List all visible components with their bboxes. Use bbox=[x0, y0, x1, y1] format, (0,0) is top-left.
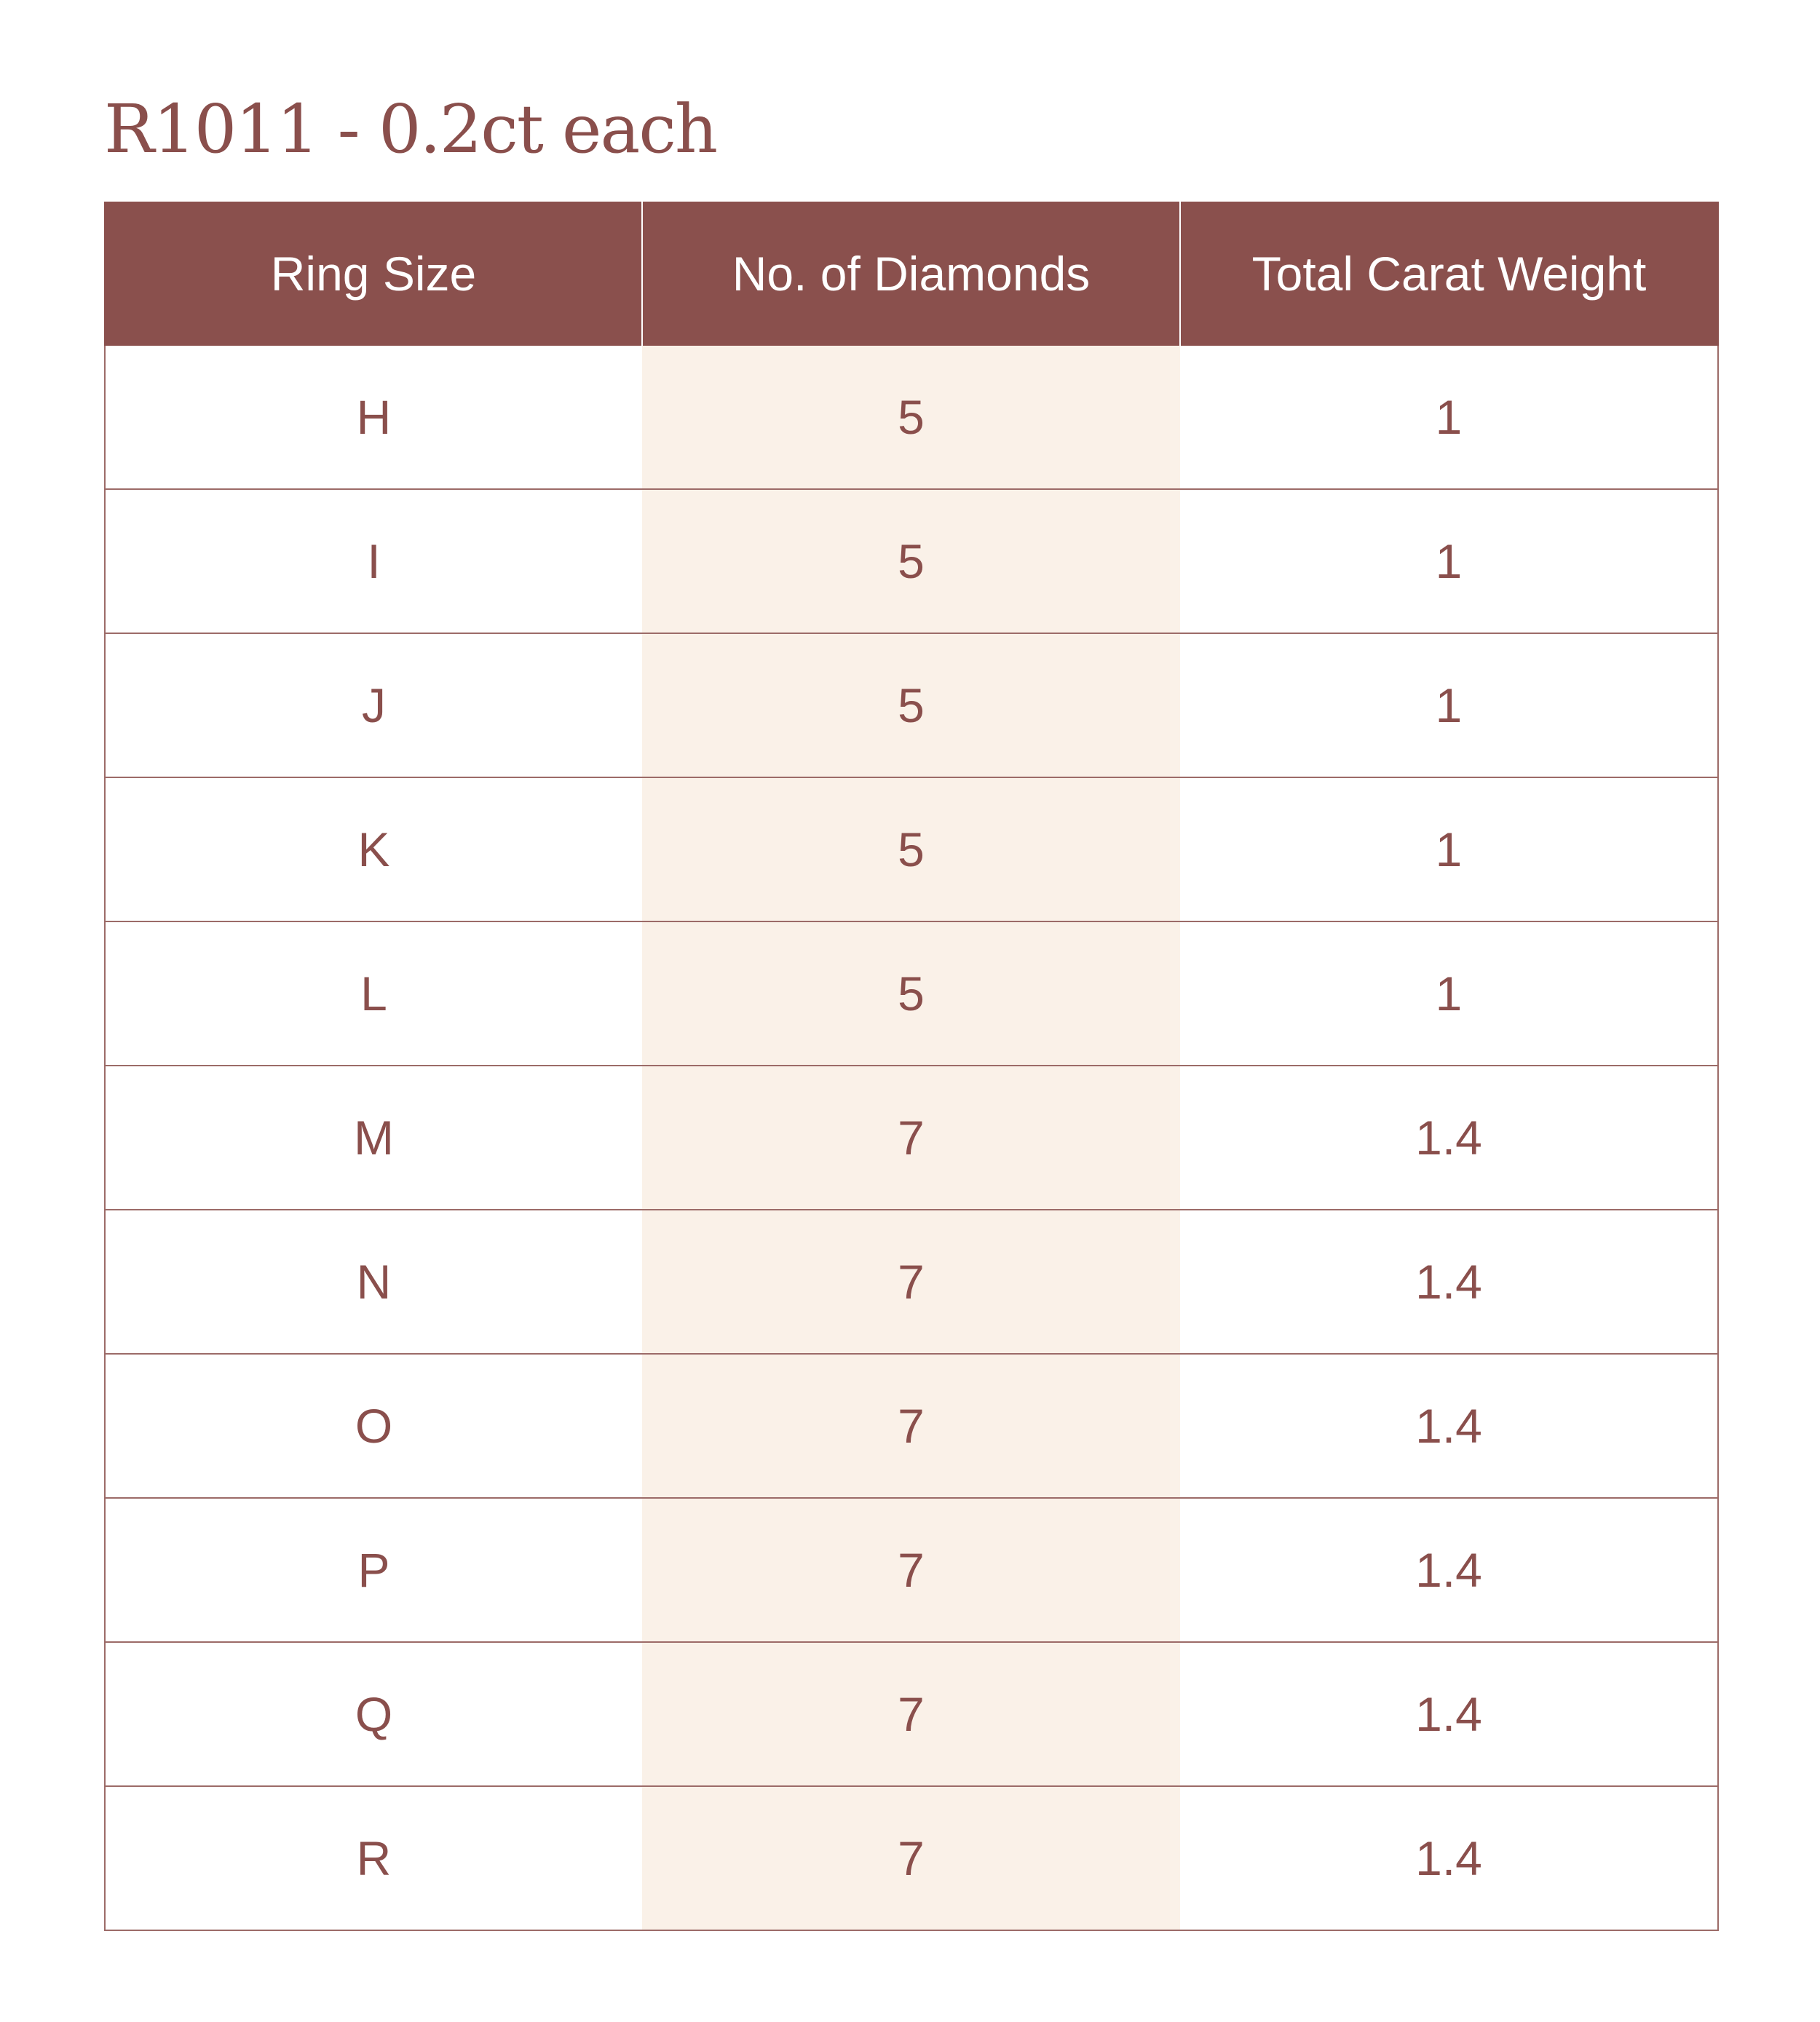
cell-total-carat-weight: 1.4 bbox=[1180, 1210, 1718, 1354]
page-title: R1011 - 0.2ct each bbox=[104, 90, 717, 168]
cell-no-of-diamonds: 7 bbox=[642, 1354, 1180, 1498]
table-row bbox=[105, 1210, 1718, 1354]
table-row bbox=[105, 777, 1718, 921]
cell-total-carat-weight: 1 bbox=[1180, 489, 1718, 633]
cell-no-of-diamonds: 5 bbox=[642, 489, 1180, 633]
cell-no-of-diamonds: 7 bbox=[642, 1066, 1180, 1210]
cell-total-carat-weight: 1.4 bbox=[1180, 1642, 1718, 1786]
cell-no-of-diamonds: 7 bbox=[642, 1498, 1180, 1642]
header-no-of-diamonds: No. of Diamonds bbox=[642, 202, 1180, 346]
cell-ring-size: J bbox=[105, 633, 642, 777]
cell-ring-size: H bbox=[105, 346, 642, 489]
ring-size-table bbox=[104, 202, 1719, 1931]
cell-ring-size: P bbox=[105, 1498, 642, 1642]
cell-total-carat-weight: 1.4 bbox=[1180, 1354, 1718, 1498]
cell-ring-size: L bbox=[105, 921, 642, 1066]
cell-ring-size: M bbox=[105, 1066, 642, 1210]
cell-total-carat-weight: 1 bbox=[1180, 346, 1718, 489]
cell-no-of-diamonds: 7 bbox=[642, 1786, 1180, 1930]
cell-ring-size: K bbox=[105, 777, 642, 921]
header-total-carat-weight: Total Carat Weight bbox=[1180, 202, 1718, 346]
cell-ring-size: R bbox=[105, 1786, 642, 1930]
cell-no-of-diamonds: 5 bbox=[642, 633, 1180, 777]
cell-no-of-diamonds: 7 bbox=[642, 1210, 1180, 1354]
table-row bbox=[105, 1066, 1718, 1210]
cell-no-of-diamonds: 5 bbox=[642, 921, 1180, 1066]
cell-ring-size: N bbox=[105, 1210, 642, 1354]
header-ring-size: Ring Size bbox=[105, 202, 642, 346]
cell-no-of-diamonds: 5 bbox=[642, 777, 1180, 921]
cell-total-carat-weight: 1.4 bbox=[1180, 1786, 1718, 1930]
table-row bbox=[105, 489, 1718, 633]
cell-no-of-diamonds: 7 bbox=[642, 1642, 1180, 1786]
table-row bbox=[105, 1786, 1718, 1930]
cell-ring-size: Q bbox=[105, 1642, 642, 1786]
cell-ring-size: O bbox=[105, 1354, 642, 1498]
table-row bbox=[105, 1354, 1718, 1498]
table-row bbox=[105, 346, 1718, 489]
table-row bbox=[105, 633, 1718, 777]
cell-total-carat-weight: 1.4 bbox=[1180, 1066, 1718, 1210]
cell-total-carat-weight: 1 bbox=[1180, 633, 1718, 777]
table-row bbox=[105, 921, 1718, 1066]
table-row bbox=[105, 1498, 1718, 1642]
cell-total-carat-weight: 1.4 bbox=[1180, 1498, 1718, 1642]
cell-no-of-diamonds: 5 bbox=[642, 346, 1180, 489]
table-header-row bbox=[105, 202, 1718, 346]
cell-total-carat-weight: 1 bbox=[1180, 921, 1718, 1066]
cell-total-carat-weight: 1 bbox=[1180, 777, 1718, 921]
cell-ring-size: I bbox=[105, 489, 642, 633]
table-row bbox=[105, 1642, 1718, 1786]
